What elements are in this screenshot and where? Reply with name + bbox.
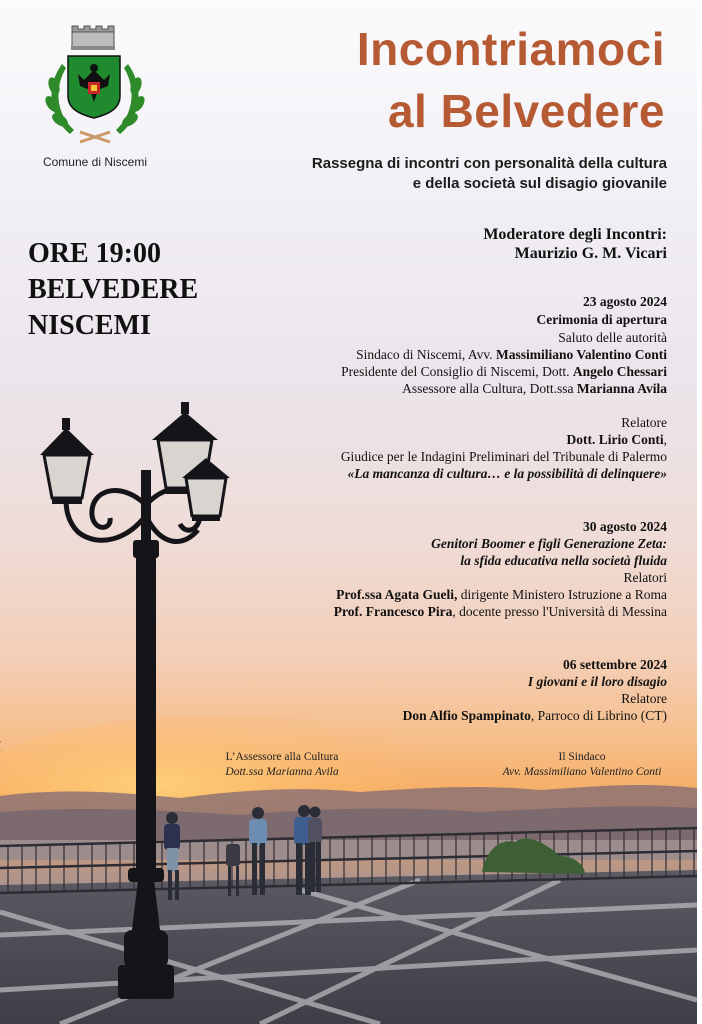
signature-left-title: L’Assessore alla Cultura bbox=[225, 751, 339, 763]
event1-speaker-sep: , bbox=[663, 432, 667, 447]
event-time: ORE 19:00 bbox=[28, 238, 161, 269]
authority-2-role: Presidente del Consiglio di Niscemi, Dott. bbox=[341, 364, 570, 379]
event2-speaker-1 bbox=[336, 586, 667, 604]
event2-date: 30 agosto 2024 bbox=[583, 519, 667, 534]
event3-speaker-role: , Parroco di Librino (CT) bbox=[530, 708, 667, 723]
event-place-2: NISCEMI bbox=[28, 310, 151, 341]
authority-1-name: Massimiliano Valentino Conti bbox=[495, 347, 667, 362]
signature-right-title: Il Sindaco bbox=[558, 751, 606, 763]
event1-greeting: Saluto delle autorità bbox=[558, 330, 667, 345]
shield-icon bbox=[68, 56, 120, 118]
event2-speakers-label: Relatori bbox=[623, 570, 667, 585]
event1-talk-title: «La mancanza di cultura… e la possibilità di delinquere» bbox=[347, 466, 667, 481]
moderator-name: Maurizio G. M. Vicari bbox=[514, 245, 667, 262]
subtitle-line-2: e della società sul disagio giovanile bbox=[412, 175, 667, 192]
authority-3-role: Assessore alla Cultura, Dott.ssa bbox=[402, 381, 574, 396]
crown-icon bbox=[71, 26, 115, 50]
municipality-crest bbox=[40, 24, 150, 152]
terrace-floor bbox=[0, 870, 697, 1024]
subtitle-line-1: Rassegna di incontri con personalità della cultura bbox=[311, 155, 667, 172]
event1-date: 23 agosto 2024 bbox=[583, 294, 667, 309]
event2-title-line-2: la sfida educativa nella società fluida bbox=[460, 553, 667, 568]
event2-speaker-2-role: , docente presso l'Università di Messina bbox=[452, 604, 667, 619]
event3-title: I giovani e il loro disagio bbox=[527, 674, 667, 689]
authority-3-name: Marianna Avila bbox=[576, 381, 667, 396]
event1-authority-2 bbox=[341, 363, 667, 381]
title-line-2: al Belvedere bbox=[387, 85, 665, 137]
event1-title: Cerimonia di apertura bbox=[536, 312, 667, 327]
title-line-1: Incontriamoci bbox=[356, 23, 665, 75]
event1-speaker-role: Giudice per le Indagini Preliminari del Tribunale di Palermo bbox=[340, 449, 667, 464]
event3-speaker-label: Relatore bbox=[621, 691, 667, 706]
event2-speaker-2 bbox=[334, 603, 667, 621]
event2-speaker-1-name: Prof.ssa Agata Gueli, bbox=[336, 587, 458, 602]
authority-1-role: Sindaco di Niscemi, Avv. bbox=[356, 347, 493, 362]
moderator-label: Moderatore degli Incontri: bbox=[483, 226, 667, 243]
event2-speaker-2-name: Prof. Francesco Pira bbox=[333, 604, 453, 619]
event3-speaker bbox=[403, 707, 667, 725]
event1-speaker bbox=[567, 431, 668, 449]
event2-title-line-1: Genitori Boomer e figli Generazione Zeta: bbox=[431, 536, 667, 551]
event1-authority-1 bbox=[356, 346, 667, 364]
event1-speaker-name: Dott. Lirio Conti bbox=[566, 432, 664, 447]
event3-speaker-name: Don Alfio Spampinato bbox=[402, 708, 531, 723]
signature-right-name: Avv. Massimiliano Valentino Conti bbox=[502, 766, 662, 778]
municipality-name: Comune di Niscemi bbox=[42, 155, 148, 169]
event-place-1: BELVEDERE bbox=[28, 274, 199, 305]
event2-speaker-1-role: dirigente Ministero Istruzione a Roma bbox=[457, 587, 667, 602]
event1-authority-3 bbox=[402, 380, 667, 398]
authority-2-name: Angelo Chessari bbox=[572, 364, 667, 379]
signature-left-name: Dott.ssa Marianna Avila bbox=[225, 766, 339, 778]
event1-speaker-label: Relatore bbox=[621, 415, 667, 430]
event3-date: 06 settembre 2024 bbox=[563, 657, 667, 672]
printer-credit bbox=[0, 705, 1, 755]
